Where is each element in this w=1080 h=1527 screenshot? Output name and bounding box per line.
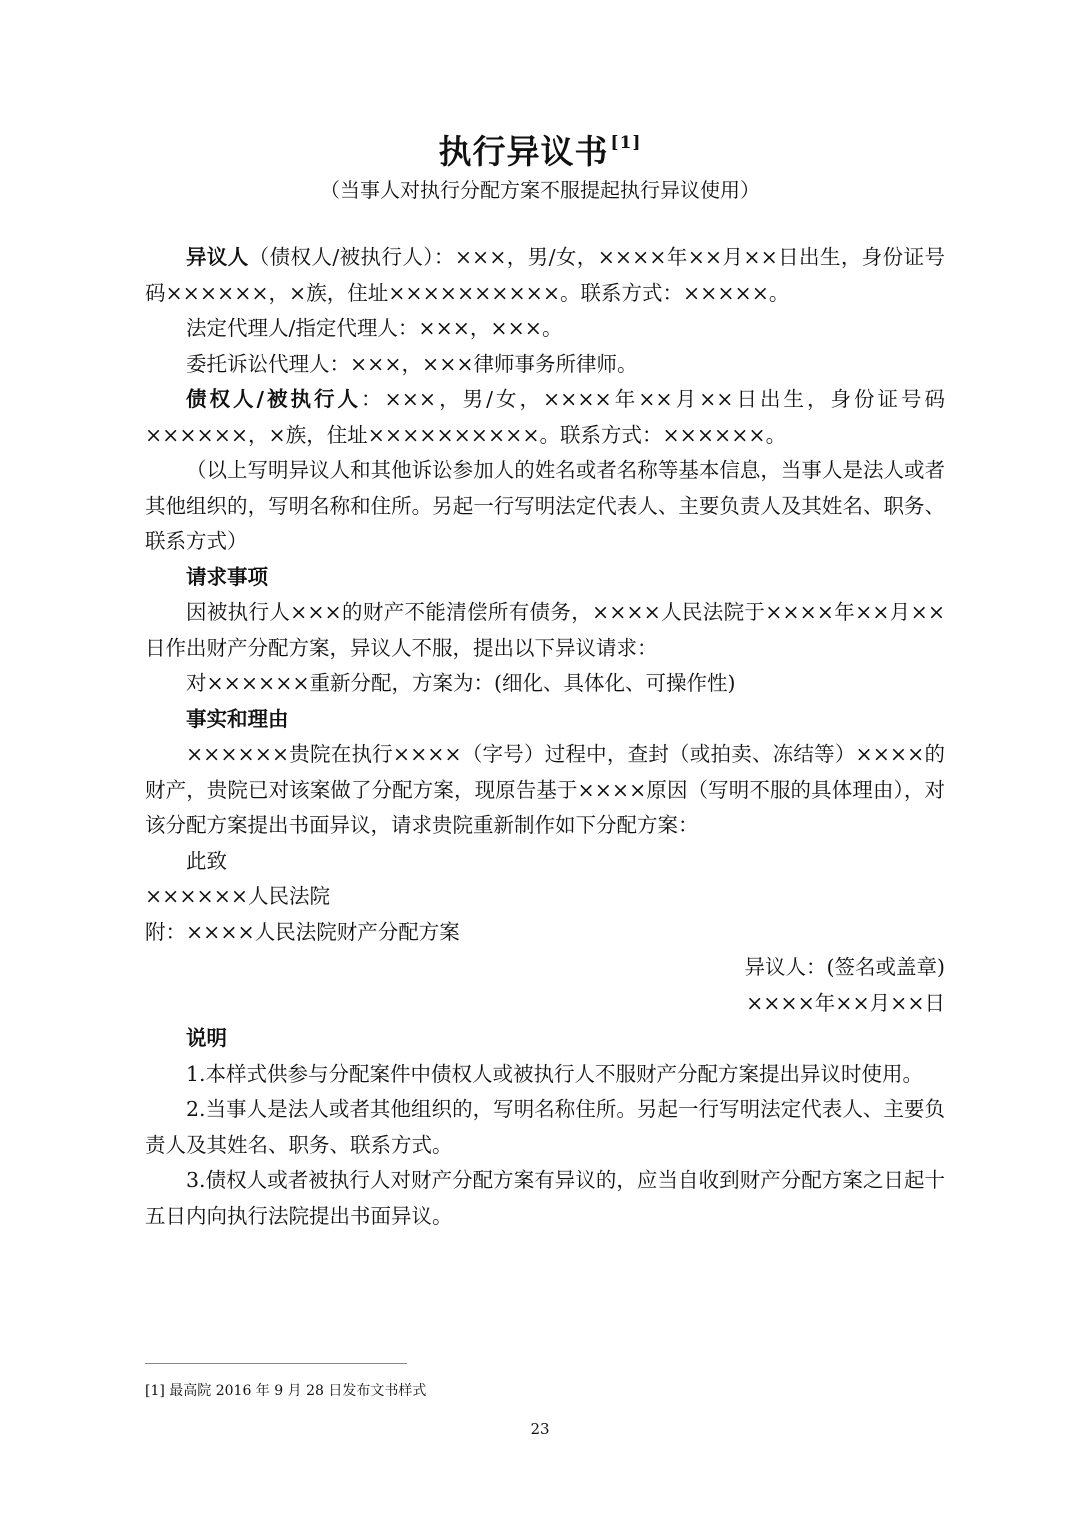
court-name: ××××××人民法院 bbox=[145, 884, 331, 908]
date-line: ××××年××月××日 bbox=[746, 990, 945, 1015]
legal-agent-paragraph: 法定代理人/指定代理人：×××，×××。 bbox=[186, 316, 563, 340]
document-body bbox=[145, 240, 945, 1234]
parties-note-paragraph: （以上写明异议人和其他诉讼参加人的姓名或者名称等基本信息，当事人是法人或者其他组织的，写明名称和住所。另起一行写明法定代表人、主要负责人及其姓名、职务、联系方式） bbox=[145, 458, 945, 553]
footnote: [1] 最高院 2016 年 9 月 28 日发布文书样式 bbox=[145, 1383, 427, 1399]
page-number: 23 bbox=[530, 1420, 550, 1438]
creditor-label: 债权人/被执行人 bbox=[186, 387, 362, 411]
note-item: 2.当事人是法人或者其他组织的，写明名称住所。另起一行写明法定代表人、主要负责人及其姓名、职务、联系方式。 bbox=[145, 1097, 945, 1157]
creditor-paragraph bbox=[145, 382, 945, 453]
facts-heading: 事实和理由 bbox=[186, 706, 289, 731]
claims-paragraph-1: 因被执行人×××的财产不能清偿所有债务，××××人民法院于××××年××月××日作出财产分配方案，异议人不服，提出以下异议请求： bbox=[145, 600, 945, 660]
notes-heading: 说明 bbox=[186, 1026, 227, 1050]
salutation: 此致 bbox=[186, 848, 227, 873]
litigation-agent-paragraph: 委托诉讼代理人：×××，×××律师事务所律师。 bbox=[186, 351, 638, 376]
document-subtitle: （当事人对执行分配方案不服提起执行异议使用） bbox=[320, 178, 760, 202]
title-text: 执行异议书 bbox=[438, 132, 609, 171]
creditor-text: ：×××，男/女，××××年××月××日出生，身份证号码××××××，×族，住址××××××××××。联系方式：××××××。 bbox=[145, 387, 945, 447]
claims-paragraph-2: 对××××××重新分配，方案为：(细化、具体化、可操作性) bbox=[186, 671, 736, 695]
objector-paragraph bbox=[145, 240, 945, 311]
claims-heading: 请求事项 bbox=[186, 564, 268, 589]
note-item: 1.本样式供参与分配案件中债权人或被执行人不服财产分配方案提出异议时使用。 bbox=[186, 1061, 924, 1086]
objector-label: 异议人 bbox=[186, 245, 249, 269]
note-item: 3.债权人或者被执行人对财产分配方案有异议的，应当自收到财产分配方案之日起十五日内向执行法院提出书面异议。 bbox=[145, 1168, 945, 1228]
footnote-divider bbox=[145, 1363, 407, 1364]
document-title bbox=[0, 126, 1080, 173]
attachment-line: 附：××××人民法院财产分配方案 bbox=[145, 919, 460, 944]
facts-paragraph: ××××××贵院在执行××××（字号）过程中，查封（或拍卖、冻结等）××××的财产，贵院已对该案做了分配方案，现原告基于××××原因（写明不服的具体理由），对该分配方案提出书面异议，请求贵院重新制作如下分配方案： bbox=[145, 742, 945, 837]
title-footnote-ref: [1] bbox=[610, 133, 642, 153]
signature-line: 异议人：(签名或盖章) bbox=[744, 955, 945, 979]
objector-text: （债权人/被执行人）：×××，男/女，××××年××月××日出生，身份证号码××××××，×族，住址××××××××××。联系方式：×××××。 bbox=[145, 245, 945, 305]
